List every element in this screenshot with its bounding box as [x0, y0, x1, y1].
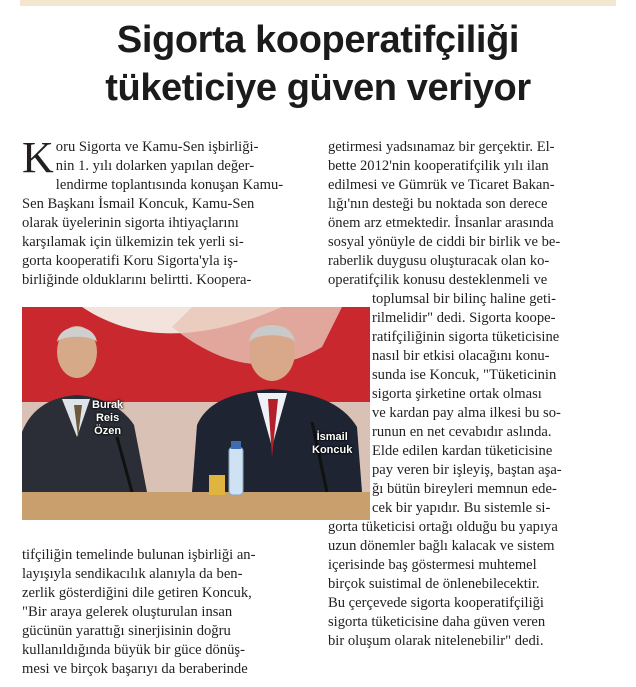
text-line: gücünün yarattığı sinerjisinin doğru: [22, 623, 231, 639]
headline-line-1: Sigorta kooperatifçiliği: [116, 19, 520, 61]
text-line: lığı'nın desteği bu noktada son derece: [328, 196, 548, 212]
text-line: içerisinde baş göstermesi muhtemel: [328, 557, 537, 573]
top-decorative-bar: [20, 0, 616, 6]
headline: [0, 16, 636, 112]
text-line: bette 2012'nin kooperatifçilik yılı ilan: [328, 158, 549, 174]
text-line: sunda ise Koncuk, "Tüketicinin: [372, 367, 557, 383]
text-line: birçok suistimal de önlenebilecektir.: [328, 576, 540, 592]
photo-caption-left: Burak Reis Özen: [92, 399, 124, 437]
article-photo: [22, 307, 370, 520]
text-line: toplumsal bir bilinç haline geti-: [372, 291, 557, 307]
text-line: mesi ve birçok başarıyı da beraberinde: [22, 661, 248, 677]
text-line: edilmesi ve Gümrük ve Ticaret Bakan-: [328, 177, 555, 193]
text-line: sigorta şirketine ortak olması: [372, 386, 542, 402]
text-line: cek bir yapıdır. Bu sistemle si-: [372, 500, 551, 516]
text-line: karşılamak için ülkemizin tek yerli si-: [22, 234, 244, 250]
drop-cap: K: [22, 133, 54, 182]
text-line: Sen Başkanı İsmail Koncuk, Kamu-Sen: [22, 196, 255, 212]
text-line: nin 1. yılı dolarken yapılan değer-: [55, 158, 255, 174]
right-column-text: [328, 138, 562, 651]
photo-illustration: [22, 307, 370, 520]
text-line: ğı bütün bireyleri memnun ede-: [372, 481, 557, 497]
text-line: gorta tüketicisi ortağı olduğu bu yapıya: [328, 519, 558, 535]
text-line: pay veren bir işleyiş, baştan aşa-: [372, 462, 562, 478]
text-line: oru Sigorta ve Kamu-Sen işbirliği-: [55, 139, 259, 155]
text-line: gorta kooperatifi Koru Sigorta'yla iş-: [22, 253, 238, 269]
text-line: bir oluşum olarak nitelenebilir" dedi.: [328, 633, 544, 649]
text-line: ve kardan pay alma ilkesi bu so-: [372, 405, 561, 421]
left-column-bottom-text: [22, 546, 255, 679]
left-column-top-text: [22, 133, 284, 290]
text-line: raberlik duygusu oluşturacak olan ko-: [328, 253, 550, 269]
text-line: olarak üyelerinin sigorta ihtiyaçlarını: [22, 215, 239, 231]
text-line: rilmelidir" dedi. Sigorta koope-: [372, 310, 556, 326]
text-line: getirmesi yadsınamaz bir gerçektir. El-: [328, 139, 555, 155]
text-line: runun en net cevabıdır aslında.: [372, 424, 552, 440]
text-line: zerlik gösterdiğini dile getiren Koncuk,: [22, 585, 252, 601]
text-line: birliğinde olduklarını belirtti. Koopera-: [22, 272, 252, 288]
text-line: ratifçiliğinin sigorta tüketicisine: [372, 329, 560, 345]
text-line: sosyal yönüyle de ciddi bir birlik ve be-: [328, 234, 561, 250]
text-line: "Bir araya gelerek oluşturulan insan: [22, 604, 233, 620]
text-line: Bu çerçevede sigorta kooperatifçiliği: [328, 595, 544, 611]
text-line: tifçiliğin temelinde bulunan işbirliği an-: [22, 547, 256, 563]
photo-caption-right: İsmail Koncuk: [312, 431, 353, 456]
text-line: uzun dönemler bağlı kalacak ve sistem: [328, 538, 555, 554]
text-line: lendirme toplantısında konuşan Kamu-: [55, 177, 284, 193]
text-line: nasıl bir etkisi olacağını konu-: [372, 348, 550, 364]
text-line: kullanıldığında büyük bir güce dönüş-: [22, 642, 245, 658]
headline-line-2: tüketiciye güven veriyor: [105, 67, 531, 109]
text-line: sigorta tüketicisine daha güven veren: [328, 614, 546, 630]
text-line: layışıyla sendikacılık alanıyla da ben-: [22, 566, 243, 582]
text-line: Elde edilen kardan tüketicisine: [372, 443, 553, 459]
text-line: operatifçilik konusu desteklenmeli ve: [328, 272, 548, 288]
text-line: önem arz etmektedir. İnsanlar arasında: [328, 215, 554, 231]
